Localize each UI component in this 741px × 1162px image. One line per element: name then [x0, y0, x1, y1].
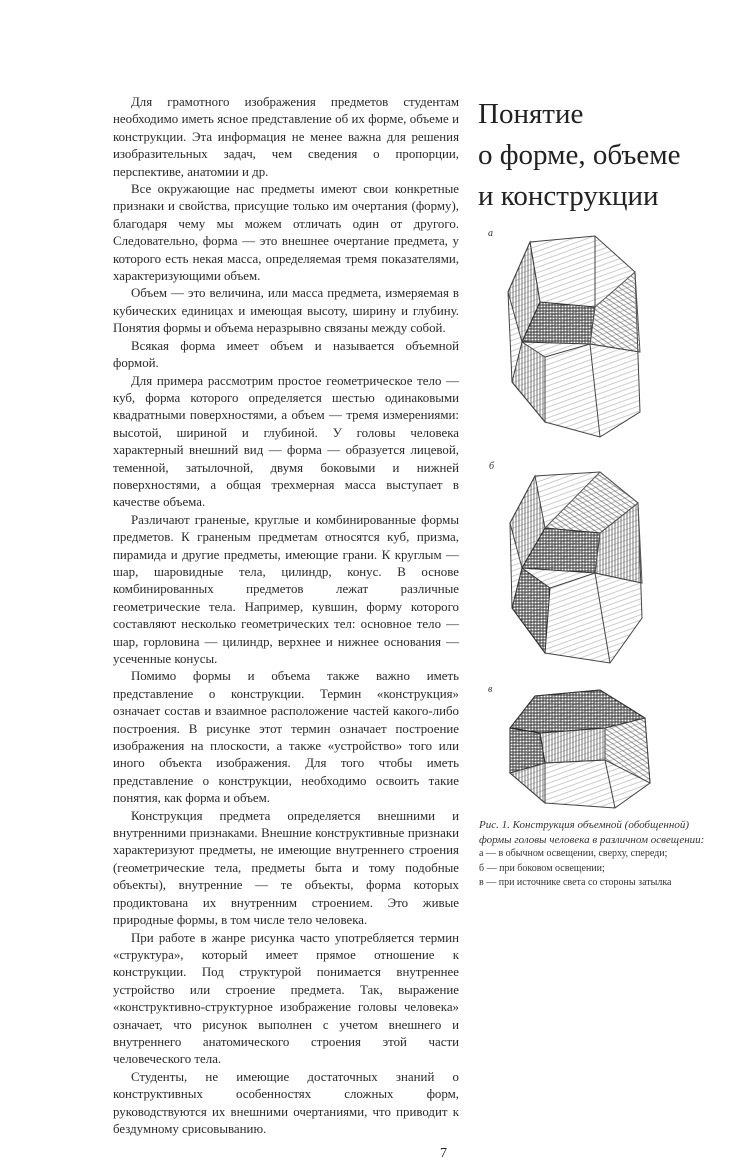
head-sketch-a [500, 232, 650, 444]
title-line: и конструкции [478, 180, 659, 212]
figure-label-c: в [488, 684, 493, 695]
paragraph: Объем — это величина, или масса предмета, измеряемая в кубических единицах и имеющая высоту, ширину и глубину. Понятия формы и объема неразрывно связаны между собой. [113, 286, 459, 336]
head-sketch-c [500, 688, 655, 810]
caption-title: Рис. 1. Конструкция объемной (обобщенной) формы головы человека в различном освещении: [479, 819, 705, 846]
paragraph: Для грамотного изображения предметов студентам необходимо иметь ясное представление об их форме, объеме и конструкции. Эта информация не менее важна для решения изобразительных задач, чем сведения о пропорции, перспективе, анатомии и др. [113, 95, 459, 179]
head-sketch-b [500, 468, 650, 668]
paragraph: Все окружающие нас предметы имеют свои конкретные признаки и свойства, присущие только им очертания (форму), благодаря чему мы можем отличать один от другого. Следовательно, форма — это внешнее очертание предмета, у которого есть некая масса, определяемая тремя показателями, характеризующими объем. [113, 182, 459, 284]
paragraph: Различают граненые, круглые и комбинированные формы предметов. К граненым предметам относятся куб, призма, пирамида и другие предметы, имеющие грани. К круглым — шар, шаровидные тела, цилиндр, конус. В основе комбинированных предметов лежат различные геометрические тела. Например, кувшин, форму которого составляют несколько геометрических тел: основное тело — шар, горловина — цилиндр, верхнее и нижнее основания — усеченные конусы. [113, 512, 459, 666]
paragraph: Помимо формы и объема также важно иметь представление о конструкции. Термин «конструкция» означает состав и взаимное расположение частей какого-либо построения. В рисунке этот термин означает построение изображения на плоскости, а также «устройство» того или иного объекта изображения. Для того чтобы иметь представление о конструкции, необходимо освоить такие понятия, как форма и объем. [113, 669, 459, 806]
page-number: 7 [440, 1146, 447, 1161]
caption-item: б — при боковом освещении; [479, 862, 605, 874]
title-line: Понятие [478, 98, 584, 130]
body-text [113, 94, 459, 1138]
caption-item: в — при источнике света со стороны затылка [479, 877, 672, 888]
figure-caption [479, 818, 719, 891]
paragraph: Конструкция предмета определяется внешними и внутренними признаками. Внешние конструктивные признаки характеризуют предметы, не имеющие внутреннего строения (геометрические тела, предметы быта и тому подобные объекты), внутренние — те объекты, форма которых продиктована их внутренним строением. Это живые природные формы, в том числе тело человека. [113, 808, 459, 928]
paragraph: Для примера рассмотрим простое геометрическое тело — куб, форма которого определяется шестью одинаковыми квадратными поверхностями, а объем — тремя измерениями: высотой, шириной и глубиной. У головы человека характерный внешний вид — форма — образуется лицевой, теменной, затылочной, двумя боковыми и нижней поверхностями, а общая трехмерная масса выступает в качестве объема. [113, 373, 459, 510]
paragraph: Всякая форма имеет объем и называется объемной формой. [113, 338, 459, 371]
paragraph: Студенты, не имеющие достаточных знаний о конструктивных особенностях сложных форм, руководствуются их внешними очертаниями, что приводит к бездумному срисовыванию. [113, 1069, 459, 1136]
figure-label-b: б [489, 461, 495, 472]
paragraph: При работе в жанре рисунка часто употребляется термин «структура», который имеет прямое отношение к конструкции. Под структурой понимается внутреннее устройство или строение предмета. Так, выражение «конструктивно-структурное изображение головы человека» означает, что рисунок выполнен с учетом внешнего и внутреннего анатомического строения этой части человеческого тела. [113, 930, 459, 1067]
figure-label-a: а [488, 228, 493, 239]
caption-item: а — в обычном освещении, сверху, спереди; [479, 848, 668, 859]
title-line: о форме, объеме [478, 139, 681, 171]
section-title [478, 94, 680, 217]
